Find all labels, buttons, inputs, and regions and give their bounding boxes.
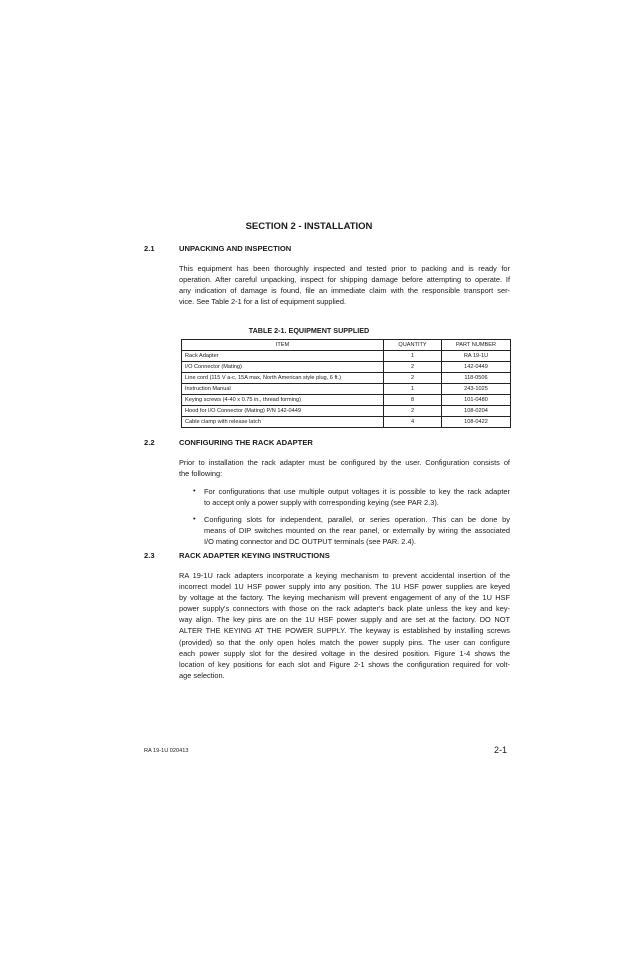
- text-line: the following:: [179, 469, 223, 479]
- text-line: Prior to installation the rack adapter must be configured by the user. Configuration consists of: [179, 458, 510, 467]
- paragraph: [179, 457, 510, 479]
- text-line: Configuring slots for independent, parallel, or series operation. This can be done by: [204, 515, 510, 524]
- section-number: 2.2: [144, 438, 155, 447]
- quantity-cell: 1: [384, 384, 442, 395]
- part-number-cell: 243-1025: [442, 384, 511, 395]
- text-line: I/O mating connector and DC OUTPUT terminals (see PAR. 2.4).: [204, 537, 417, 547]
- table-row: [182, 373, 511, 384]
- column-header-quantity: QUANTITY: [384, 340, 442, 351]
- part-number-cell: 118-0506: [442, 373, 511, 384]
- part-number-cell: RA 19-1U: [442, 351, 511, 362]
- text-line: ALTER THE KEYING AT THE POWER SUPPLY. The keyway is established by installing screws: [179, 626, 510, 636]
- text-line: RA 19-1U rack adapters incorporate a keying mechanism to prevent accidental insertion of the: [179, 571, 510, 580]
- item-cell: Keying screws (4-40 x 0.75 in., thread forming): [182, 395, 384, 406]
- part-number-cell: 142-0449: [442, 362, 511, 373]
- table-row: [182, 406, 511, 417]
- page-title: SECTION 2 - INSTALLATION: [245, 221, 373, 232]
- item-cell: Cable clamp with release latch: [182, 417, 384, 428]
- section-heading: RACK ADAPTER KEYING INSTRUCTIONS: [179, 551, 330, 560]
- text-line: vice. See Table 2-1 for a list of equipment supplied.: [179, 297, 347, 307]
- text-line: to accept only a power supply with corresponding keying (see PAR 2.3).: [204, 498, 439, 508]
- paragraph: [179, 263, 510, 307]
- column-header-part-number: PART NUMBER: [442, 340, 511, 351]
- item-cell: Rack Adapter: [182, 351, 384, 362]
- table-row: [182, 362, 511, 373]
- text-line: power supply's connectors with those on the rack adapter's back plate unless the key and key-: [179, 604, 510, 614]
- part-number-cell: 108-0422: [442, 417, 511, 428]
- text-line: (provided) so that the only open holes match the power supply pins. The user can configure: [179, 637, 510, 647]
- part-number-cell: 101-0480: [442, 395, 511, 406]
- bullet-mark: •: [193, 486, 196, 495]
- table-title: TABLE 2-1. EQUIPMENT SUPPLIED: [248, 326, 370, 335]
- part-number-cell: 108-0204: [442, 406, 511, 417]
- text-line: operation. After careful unpacking, inspect for shipping damage before attempting to operate. If: [179, 275, 510, 285]
- footer-document-id: RA 19-1U 020413: [144, 748, 189, 754]
- equipment-table: [181, 339, 511, 428]
- quantity-cell: 8: [384, 395, 442, 406]
- text-line: each power supply slot for the desired voltage in the desired position. Figure 1-4 shows the: [179, 648, 510, 658]
- item-cell: Instruction Manual: [182, 384, 384, 395]
- item-cell: Hood for I/O Connector (Mating) P/N 142-0449: [182, 406, 384, 417]
- text-line: means of DIP switches mounted on the rear panel, or externally by wiring the associated: [204, 526, 510, 536]
- item-cell: Line cord (115 V a-c, 15A max, North American style plug, 6 ft.): [182, 373, 384, 384]
- text-line: any indication of damage is found, file an immediate claim with the responsible transport ser-: [179, 286, 510, 296]
- text-line: by voltage at the factory. The keying mechanism will prevent engagement of any of the 1U HSF: [179, 593, 510, 603]
- text-line: incorrect model 1U HSF power supply into any position. The 1U HSF power supplies are keyed: [179, 582, 510, 592]
- page-number: 2-1: [494, 745, 508, 755]
- text-line: For configurations that use multiple output voltages it is possible to key the rack adapter: [204, 487, 510, 496]
- table-row: [182, 395, 511, 406]
- quantity-cell: 2: [384, 373, 442, 384]
- section-number: 2.1: [144, 244, 155, 253]
- bullet-mark: •: [193, 514, 196, 523]
- table-row: [182, 384, 511, 395]
- section-heading: UNPACKING AND INSPECTION: [179, 244, 292, 253]
- section-heading: CONFIGURING THE RACK ADAPTER: [179, 438, 313, 447]
- text-line: age selection.: [179, 670, 225, 680]
- bullet-item: [204, 486, 510, 508]
- column-header-item: ITEM: [182, 340, 384, 351]
- item-cell: I/O Connector (Mating): [182, 362, 384, 373]
- text-line: This equipment has been thoroughly inspected and tested prior to packing and is ready for: [179, 264, 510, 273]
- section-number: 2.3: [144, 551, 155, 560]
- bullet-item: [204, 514, 510, 547]
- text-line: way align. The key pins are on the 1U HSF power supply and are set at the factory. DO NOT: [179, 615, 510, 625]
- quantity-cell: 1: [384, 351, 442, 362]
- quantity-cell: 2: [384, 362, 442, 373]
- quantity-cell: 2: [384, 406, 442, 417]
- quantity-cell: 4: [384, 417, 442, 428]
- text-line: location of key positions for each slot and Figure 2-1 shows the configuration required for volt-: [179, 659, 510, 669]
- paragraph: [179, 570, 510, 681]
- table-row: [182, 417, 511, 428]
- table-row: [182, 351, 511, 362]
- table-header-row: [182, 340, 511, 351]
